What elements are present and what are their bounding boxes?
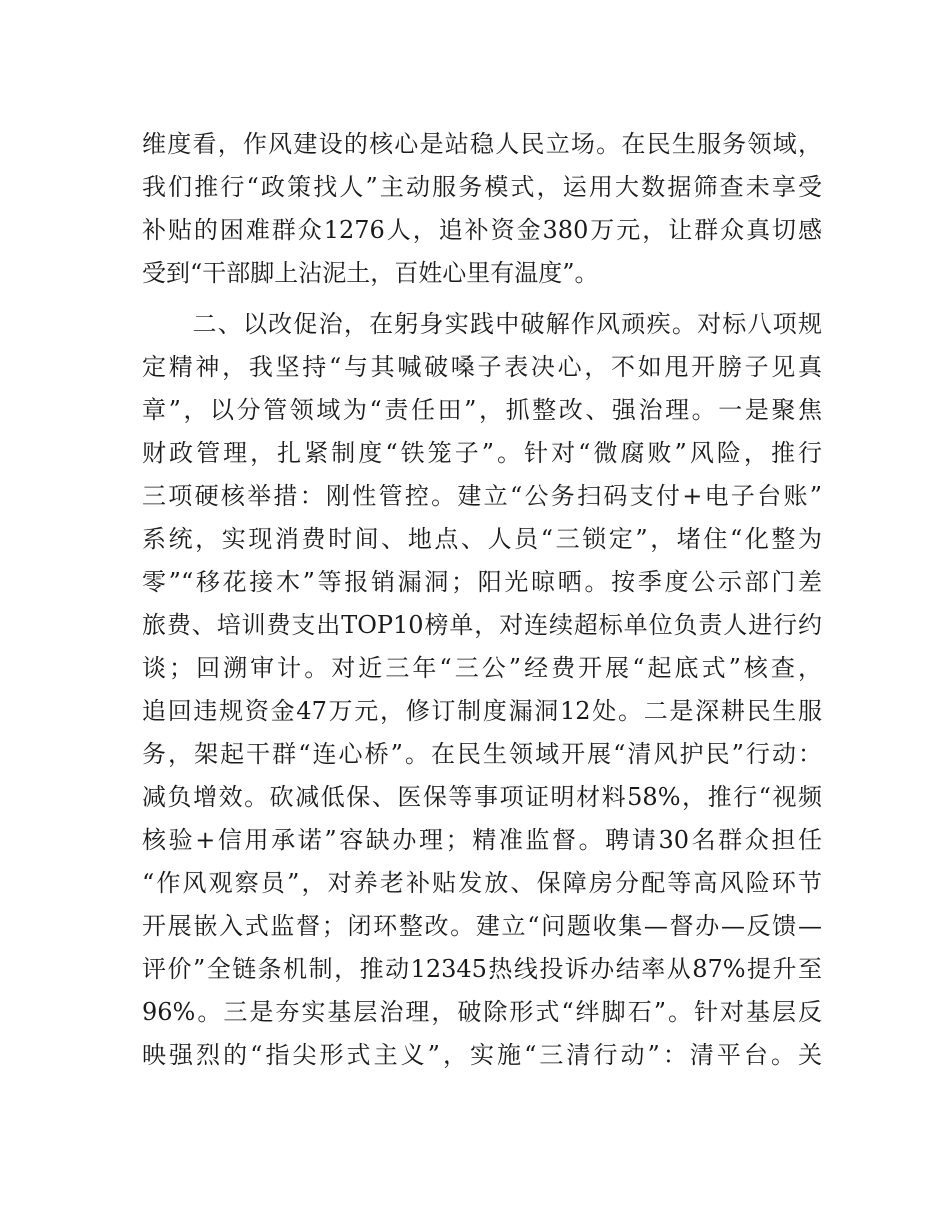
text-line: 财政管理，扎紧制度“铁笼子”。针对“微腐败”风险，推行	[142, 439, 822, 467]
text-line: 开展嵌入式监督；闭环整改。建立“问题收集—督办—反馈—	[142, 912, 822, 940]
text-line: 追回违规资金47万元，修订制度漏洞12处。二是深耕民生服	[142, 697, 822, 725]
text-line: 章”，以分管领域为“责任田”，抓整改、强治理。一是聚焦	[142, 396, 822, 424]
text-line: 三项硬核举措：刚性管控。建立“公务扫码支付+电子台账”	[142, 482, 822, 510]
text-line: 旅费、培训费支出TOP10榜单，对连续超标单位负责人进行约	[142, 611, 822, 639]
text-line: “作风观察员”，对养老补贴发放、保障房分配等高风险环节	[142, 869, 822, 897]
text-line: 受到“干部脚上沾泥土，百姓心里有温度”。	[142, 259, 599, 287]
text-line: 系统，实现消费时间、地点、人员“三锁定”，堵住“化整为	[142, 525, 822, 553]
text-line: 务，架起干群“连心桥”。在民生领域开展“清风护民”行动：	[142, 740, 822, 768]
text-line: 映强烈的“指尖形式主义”，实施“三清行动”：清平台。关	[142, 1041, 822, 1069]
text-line: 核验+信用承诺”容缺办理；精准监督。聘请30名群众担任	[142, 826, 822, 854]
text-line: 二、以改促治，在躬身实践中破解作风顽疾。对标八项规	[142, 310, 822, 338]
text-line: 谈；回溯审计。对近三年“三公”经费开展“起底式”核查，	[142, 654, 822, 682]
text-line: 评价”全链条机制，推动12345热线投诉办结率从87%提升至	[142, 955, 822, 983]
text-line: 96%。三是夯实基层治理，破除形式“绊脚石”。针对基层反	[142, 998, 822, 1026]
text-line: 定精神，我坚持“与其喊破嗓子表决心，不如甩开膀子见真	[142, 353, 822, 381]
text-line: 减负增效。砍减低保、医保等事项证明材料58%，推行“视频	[142, 783, 822, 811]
text-line: 我们推行“政策找人”主动服务模式，运用大数据筛查未享受	[142, 173, 822, 201]
text-line: 零”“移花接木”等报销漏洞；阳光晾晒。按季度公示部门差	[142, 568, 822, 596]
text-line: 维度看，作风建设的核心是站稳人民立场。在民生服务领域，	[142, 130, 822, 158]
text-line: 补贴的困难群众1276人，追补资金380万元，让群众真切感	[142, 216, 822, 244]
